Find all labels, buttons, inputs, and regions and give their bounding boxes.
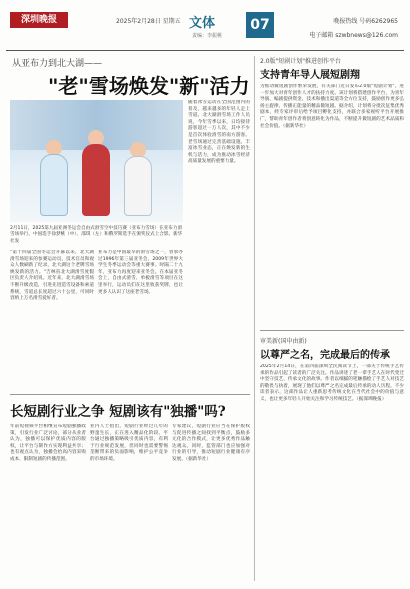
right-story2-headline: 以尊严之名，完成最后的传承	[260, 350, 390, 361]
news-photo	[10, 100, 183, 222]
contact-email: 电子邮箱 szwbnews@126.com	[309, 32, 398, 39]
story-divider	[10, 394, 250, 395]
article-column: 专家建议，短剧行业应当在保护版权与促进传播之间找到平衡点，鼓励多元化的合作模式，让更多优秀作品触达观众。同时，监管部门也应加强对行业的引导，推动短剧行业健康有序发展。（据新华社）	[172, 424, 250, 462]
main-story-headline: "老"雪场焕发"新"活力	[48, 74, 250, 98]
news-hotline: 晚报热线 号码6262965	[333, 18, 398, 25]
article-column: 业内人士指出，短剧行业经过几年的野蛮生长，正在进入精品化阶段。平台通过独播策略吸引优质内容，有利于行业规范发展，但同时也需要警惕垄断带来的负面影响，维护公平竞争的市场环境。	[90, 424, 168, 462]
article-column: 年前短视频平台相继宣布短剧独播政策，引发行业广泛讨论。部分从业者认为，独播可以保护优质内容的版权，让平台与制作方实现利益共享；也有观点认为，独播会抬高内容采购成本，限制短剧的传播范围。	[10, 424, 86, 462]
section-editor: 责编：李振桃	[192, 33, 223, 39]
section-title: 文体	[189, 16, 216, 31]
main-story-kicker: 从亚布力到北大湖——	[12, 59, 103, 69]
article-column: 随着冰雪运动在全国范围内的普及，越来越多的年轻人走上雪道。北大湖滑雪场工作人员说，今年雪季以来，日均接待游客超过一万人次，其中不少是首次体验滑雪的南方游客。老雪场通过完善基础设施、丰富冰雪业态，正在焕发新的生机与活力，成为推动冰雪经济高质量发展的重要力量。	[188, 100, 250, 165]
column-divider	[254, 56, 255, 581]
article-column: 2025年2月14日，在第四届深圳全民阅读节上，一部关于传统手艺传承的作品引起了读者的广泛关注。作品讲述了老一辈手艺人在时代变迁中坚守技艺、传承文化的故事。作者以细腻的笔触描绘了手艺人对技艺的敬畏与执着，展现了他们以尊严之名完成最后传承的动人历程。不少读者表示，这部作品让人重新思考传统文化在当代社会中的价值与意义，也让更多年轻人开始关注和学习传统技艺。（据深圳晚报）	[260, 364, 404, 402]
second-story-headline: 长短剧行业之争 短剧该有"独播"吗?	[10, 404, 226, 420]
page-header	[6, 4, 404, 50]
header-rule	[6, 50, 404, 51]
article-column: "第十四届全国冬运会开幕以来，北大湖滑雪场迎来的参赛运动员、技术官员和观众人数刷新了纪录，北大湖这个老牌雪场焕发新的活力。"吉林省北大湖滑雪度假区负责人介绍说。近年来，北大湖滑雪场不断升级改造，引进先进造雪设备和索道系统，雪道总长度超过六十公里，可同时容纳上万名滑雪爱好者。	[10, 250, 94, 302]
athlete-figure	[124, 156, 152, 216]
masthead-logo: 深圳晚报	[10, 12, 68, 28]
issue-date: 2025年2月28日 星期五	[116, 18, 181, 25]
article-column: 亚布力是中国最早的滑雪场之一，曾承办过1996年第三届亚冬会、2009年世界大学生冬季运动会等重大赛事。时隔二十九年，亚布力再度迎来亚冬会。在本届亚冬会上，自由式滑雪、单板滑雪等项目在这里举行，运动员们在这里收获奖牌，也让更多人认识了这座老雪场。	[98, 250, 183, 295]
athlete-figure	[40, 154, 68, 216]
right-story-headline: 支持青年导人展短剧翔	[260, 70, 360, 81]
story-divider	[260, 330, 404, 331]
athlete-figure	[82, 144, 110, 216]
right-story2-kicker: 审美新(国申由新)	[260, 338, 307, 345]
page-number: 07	[246, 12, 274, 38]
right-story-kicker: 2.0版"短剧计划"推进创作平台	[260, 58, 342, 65]
article-column: 为推动微短剧创作繁荣发展，有关部门近日发布2.0版"短剧计划"，进一步加大对青年创作人才的扶持力度。该计划将搭建创作平台，为青年导演、编剧提供资金、技术和播出渠道等全方位支持，鼓励创作更多弘扬主旋律、传播正能量的精品微短剧。据介绍，计划将分批次征集优秀剧本，经专家评审后给予项目孵化支持，并联合多家视听平台开展推广，帮助青年创作者将创意转化为作品，不断提升微短剧的艺术品质和社会价值。（据新华社）	[260, 84, 404, 129]
photo-caption: 2月11日，2025第九届亚洲冬运会自由式滑雪空中技巧赛（亚布力雪场）在亚布力滑雪场举行，中国选手徐梦桃（中）、邵琪（左）和俄罗斯选手在颁奖仪式上合影。新华社发	[10, 226, 183, 244]
